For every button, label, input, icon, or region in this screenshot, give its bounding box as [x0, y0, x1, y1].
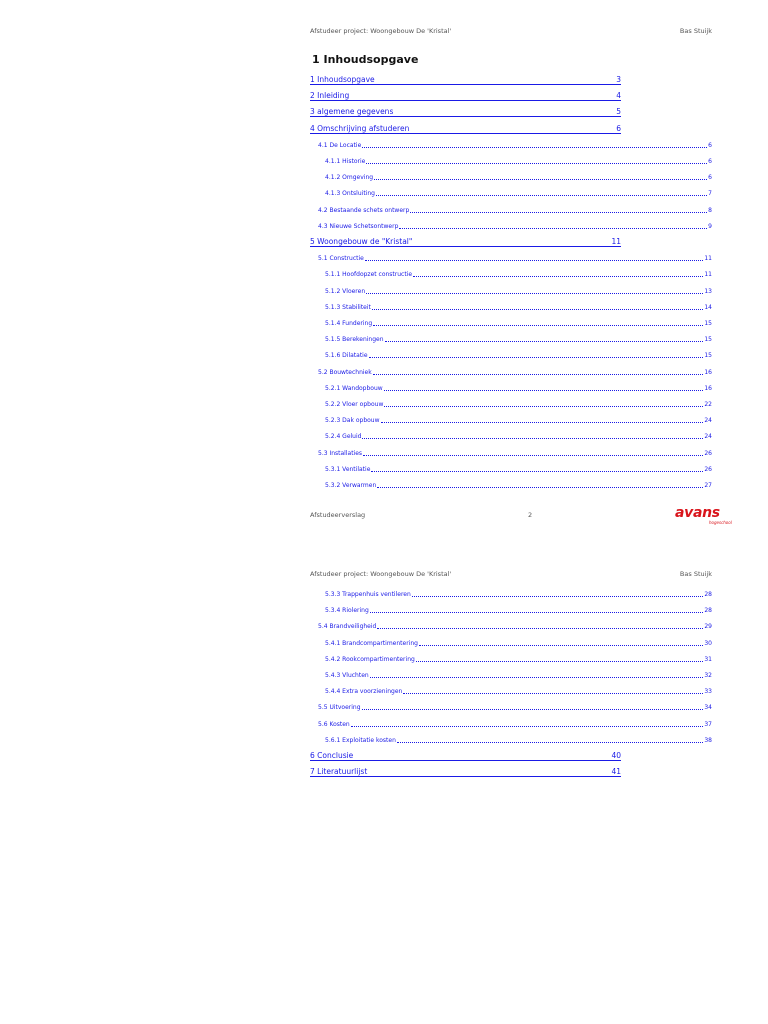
toc-leader	[354, 758, 610, 759]
toc-entry-title: 5.2 Bouwtechniek	[318, 368, 372, 376]
toc-entry-page: 11	[611, 237, 621, 246]
toc-entry-title: 6 Conclusie	[310, 751, 354, 760]
header-author: Bas Stuijk	[679, 570, 712, 578]
toc-entry-page: 7	[708, 190, 712, 198]
toc-entry-page: 15	[704, 336, 712, 344]
toc-entry[interactable]	[310, 74, 621, 85]
toc-leader	[394, 114, 615, 115]
toc-entry-page: 26	[704, 465, 712, 473]
toc-entry-title: 5.1.5 Berekeningen	[325, 336, 384, 344]
toc-entry[interactable]	[325, 685, 712, 695]
toc-entry[interactable]	[325, 285, 712, 295]
toc-entry-page: 6	[616, 123, 621, 133]
toc-entry-page: 16	[704, 384, 712, 392]
toc-entry-page: 6	[708, 158, 712, 165]
toc-entry-title: 3 algemene gegevens	[310, 107, 394, 117]
toc-entry[interactable]	[325, 398, 712, 408]
toc-leader	[397, 741, 703, 743]
toc-leader	[376, 194, 707, 196]
toc-entry-title: 5.3.4 Riolering	[325, 607, 369, 615]
page-title: 1 Inhoudsopgave	[312, 53, 419, 66]
toc-leader	[413, 244, 610, 245]
toc-entry-page: 13	[704, 287, 712, 295]
toc-leader	[366, 292, 703, 294]
toc-leader	[403, 692, 703, 694]
toc-entry-title: 4 Omschrijving afstuderen	[310, 123, 410, 133]
header-author: Bas Stuijk	[679, 27, 712, 35]
toc-entry-title: 7 Literatuurlijst	[310, 767, 368, 777]
toc-entry[interactable]	[310, 236, 621, 247]
toc-leader	[362, 146, 707, 148]
toc-entry-page: 28	[704, 607, 712, 615]
toc-entry[interactable]	[325, 669, 712, 679]
toc-entry-page: 15	[704, 320, 712, 327]
logo-subtitle: hogeschool	[709, 520, 732, 525]
toc-entry-title: 5.4.1 Brandcompartimentering	[325, 639, 418, 647]
toc-entry[interactable]	[310, 766, 621, 777]
toc-entry-page: 24	[704, 417, 712, 425]
toc-entry[interactable]	[325, 479, 712, 489]
toc-leader	[363, 454, 703, 456]
toc-entry-title: 5.3 Installaties	[318, 449, 363, 457]
toc-entry-page: 11	[704, 255, 712, 263]
page-number: 2	[528, 511, 533, 519]
page-2	[310, 540, 712, 1024]
header-title: Afstudeer project: Woongebouw De 'Kristal'	[310, 570, 452, 578]
toc-entry-page: 4	[616, 91, 621, 101]
toc-entry-page: 14	[704, 303, 712, 311]
toc-leader	[362, 708, 704, 710]
toc-entry-page: 22	[704, 401, 712, 408]
toc-entry[interactable]	[318, 366, 712, 376]
toc-entry-page: 27	[704, 482, 712, 489]
toc-entry[interactable]	[325, 382, 712, 392]
toc-entry-page: 6	[708, 174, 712, 182]
toc-entry-page: 29	[704, 623, 712, 631]
toc-entry-page: 28	[704, 591, 712, 598]
toc-entry-page: 8	[708, 206, 712, 214]
toc-entry[interactable]	[310, 90, 621, 101]
toc-entry-title: 5.4.3 Vluchten	[325, 672, 369, 679]
toc-entry-page: 3	[616, 75, 621, 84]
toc-leader	[410, 131, 615, 132]
toc-leader	[399, 227, 707, 229]
toc-entry-page: 37	[704, 720, 712, 728]
toc-entry-title: 4.1.1 Historie	[325, 158, 366, 165]
toc-entry-title: 4.1.2 Omgeving	[325, 174, 374, 182]
toc-entry[interactable]	[310, 750, 621, 761]
toc-entry[interactable]	[310, 106, 621, 117]
toc-entry-title: 5.1.4 Fundering	[325, 320, 373, 327]
toc-entry-title: 5.1 Constructie	[318, 255, 364, 263]
toc-leader	[373, 373, 704, 375]
toc-leader	[377, 627, 703, 629]
avans-logo	[675, 505, 735, 527]
toc-entry-title: 5.3.1 Ventilatie	[325, 465, 371, 473]
toc-entry[interactable]	[318, 718, 712, 728]
page-1	[310, 0, 732, 540]
toc-entry[interactable]	[325, 653, 712, 663]
toc-entry[interactable]	[325, 268, 712, 278]
toc-entry-page: 16	[704, 368, 712, 376]
toc-entry[interactable]	[325, 414, 712, 424]
toc-entry-title: 5.1.6 Dilatatie	[325, 352, 368, 360]
toc-entry[interactable]	[310, 123, 621, 134]
toc-entry[interactable]	[325, 171, 712, 181]
toc-entry[interactable]	[325, 301, 712, 311]
toc-entry-title: 4.2 Bestaande schets ontwerp	[318, 206, 410, 214]
toc-entry-page: 38	[704, 736, 712, 744]
toc-leader	[374, 178, 707, 180]
toc-entry-title: 1 Inhoudsopgave	[310, 75, 375, 84]
toc-entry[interactable]	[325, 430, 712, 440]
toc-entry[interactable]	[325, 463, 712, 473]
toc-entry[interactable]	[318, 204, 712, 214]
toc-entry-page: 34	[704, 704, 712, 712]
toc-leader	[413, 275, 703, 277]
toc-entry-title: 5.3.3 Trappenhuis ventileren	[325, 591, 411, 598]
toc-entry-title: 4.3 Nieuwe Schetsontwerp	[318, 222, 399, 230]
toc-leader	[419, 644, 703, 646]
header-title: Afstudeer project: Woongebouw De 'Kristal'	[310, 27, 452, 35]
toc-leader	[365, 259, 703, 261]
toc-entry-title: 5.4.4 Extra voorzieningen	[325, 688, 403, 696]
toc-entry-title: 5.2.4 Geluid	[325, 433, 362, 441]
toc-entry-page: 41	[611, 767, 621, 777]
toc-entry[interactable]	[325, 317, 712, 327]
logo-wordmark: avans	[675, 505, 720, 521]
toc-entry[interactable]	[325, 349, 712, 359]
toc-leader	[370, 611, 704, 613]
toc-leader	[370, 676, 704, 678]
toc-leader	[366, 162, 707, 164]
toc-entry-page: 15	[704, 352, 712, 360]
toc-entry-title: 4.1.3 Ontsluiting	[325, 190, 375, 198]
toc-leader	[384, 389, 704, 391]
toc-entry[interactable]	[325, 155, 712, 165]
toc-entry-page: 11	[704, 271, 712, 279]
toc-entry-page: 32	[704, 672, 712, 679]
toc-entry-page: 9	[708, 222, 712, 230]
toc-leader	[412, 595, 704, 597]
toc-entry-page: 31	[704, 655, 712, 663]
toc-entry[interactable]	[318, 447, 712, 457]
toc-leader	[371, 470, 703, 472]
toc-leader	[377, 486, 703, 488]
toc-entry-title: 5 Woongebouw de "Kristal"	[310, 237, 413, 246]
toc-entry-page: 33	[704, 688, 712, 696]
toc-entry-title: 5.5 Uitvoering	[318, 704, 361, 712]
footer-label: Afstudeerverslag	[310, 511, 366, 519]
toc-leader	[373, 324, 703, 326]
toc-entry-title: 5.6.1 Exploitatie kosten	[325, 736, 396, 744]
toc-entry-page: 24	[704, 433, 712, 441]
toc-leader	[384, 405, 703, 407]
toc-entry-page: 30	[704, 639, 712, 647]
toc-entry-page: 26	[704, 449, 712, 457]
toc-leader	[410, 211, 707, 213]
toc-leader	[362, 437, 703, 439]
toc-leader	[369, 356, 704, 358]
toc-entry-title: 5.2.2 Vloer opbouw	[325, 401, 384, 408]
toc-entry-title: 5.4 Brandveiligheid	[318, 623, 377, 631]
toc-entry-title: 5.1.1 Hoofdopzet constructie	[325, 271, 413, 279]
toc-entry[interactable]	[318, 220, 712, 230]
toc-entry[interactable]	[318, 252, 712, 262]
toc-entry-title: 4.1 De Locatie	[318, 141, 362, 149]
toc-entry[interactable]	[318, 620, 712, 630]
toc-entry[interactable]	[325, 734, 712, 744]
toc-entry-page: 40	[611, 751, 621, 760]
toc-leader	[381, 421, 704, 423]
toc-leader	[350, 98, 615, 99]
toc-entry-title: 2 Inleiding	[310, 91, 350, 101]
toc-entry-title: 5.6 Kosten	[318, 720, 350, 728]
toc-entry[interactable]	[325, 637, 712, 647]
toc-entry[interactable]	[318, 139, 712, 149]
toc-entry-title: 5.2.3 Dak opbouw	[325, 417, 380, 425]
toc-entry[interactable]	[325, 333, 712, 343]
toc-leader	[372, 308, 703, 310]
toc-leader	[351, 725, 704, 727]
toc-entry-page: 5	[616, 107, 621, 117]
toc-leader	[376, 82, 616, 83]
toc-entry-title: 5.1.3 Stabiliteit	[325, 303, 371, 311]
toc-entry[interactable]	[318, 701, 712, 711]
toc-leader	[368, 774, 610, 775]
toc-entry[interactable]	[325, 187, 712, 197]
toc-entry-title: 5.3.2 Verwarmen	[325, 482, 377, 489]
toc-leader	[385, 340, 704, 342]
toc-leader	[416, 660, 704, 662]
toc-entry[interactable]	[325, 588, 712, 598]
toc-entry-title: 5.2.1 Wandopbouw	[325, 384, 383, 392]
toc-entry-title: 5.1.2 Vloeren	[325, 287, 366, 295]
toc-entry[interactable]	[325, 604, 712, 614]
toc-entry-title: 5.4.2 Rookcompartimentering	[325, 655, 415, 663]
toc-entry-page: 6	[708, 141, 712, 149]
